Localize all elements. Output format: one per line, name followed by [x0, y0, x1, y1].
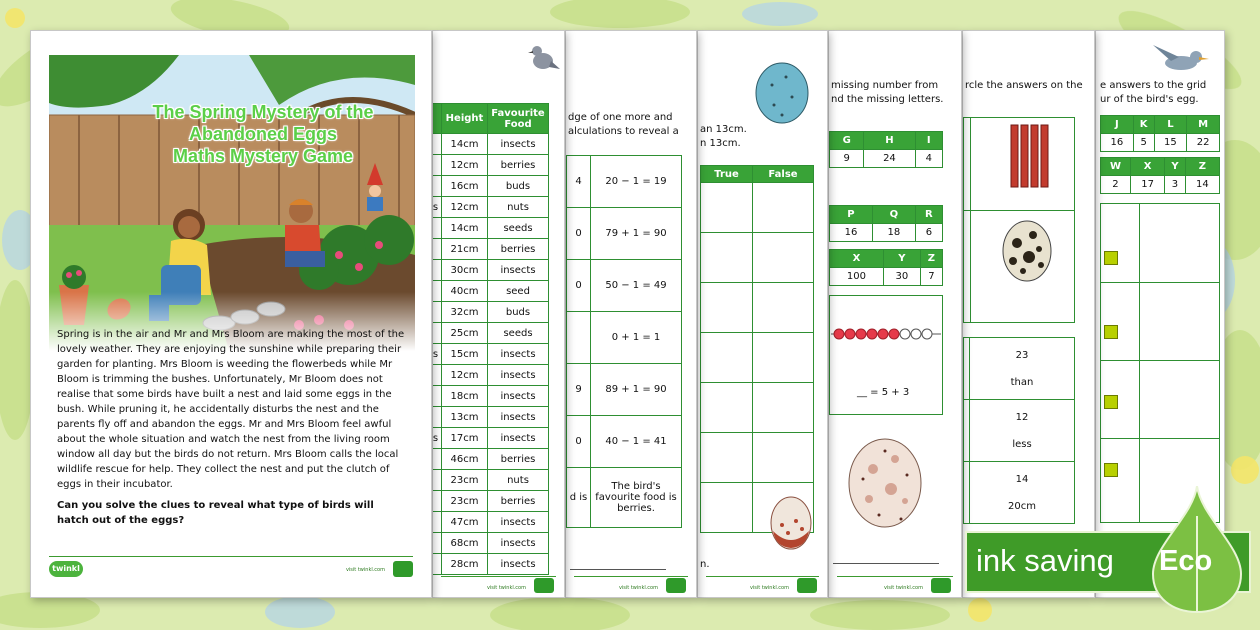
twinkl-logo: twinkl: [49, 561, 83, 577]
row-marker: s: [432, 344, 442, 365]
title-line: Maths Mystery Game: [172, 146, 354, 166]
grid-number: 15: [1154, 134, 1187, 152]
letter-grid: [829, 205, 943, 242]
row-marker: [432, 491, 442, 512]
food-cell: berries: [488, 239, 549, 260]
food-cell: insects: [488, 260, 549, 281]
height-cell: 16cm: [442, 176, 488, 197]
height-cell: 21cm: [442, 239, 488, 260]
grid-number: 18: [872, 224, 915, 242]
grid-number: 30: [883, 268, 920, 286]
grid-letter: G: [830, 132, 864, 150]
food-cell: insects: [488, 554, 549, 575]
red-speckled-egg-icon: [768, 491, 814, 551]
footer-url: visit twinkl.com: [345, 567, 385, 573]
height-cell: 68cm: [442, 533, 488, 554]
calculation-cell: 89 + 1 = 90: [591, 364, 682, 416]
height-cell: 13cm: [442, 407, 488, 428]
table-row: [432, 449, 549, 470]
grid-number: 100: [830, 268, 884, 286]
grid-number: 9: [830, 150, 864, 168]
food-cell: insects: [488, 344, 549, 365]
grid-number: 4: [915, 150, 942, 168]
grid-letter: H: [864, 132, 915, 150]
table-row: [432, 260, 549, 281]
food-cell: berries: [488, 155, 549, 176]
answer-table: [963, 337, 1075, 524]
pigeon-icon: [525, 39, 561, 75]
row-marker: s: [432, 428, 442, 449]
page-title: [83, 101, 432, 167]
calculation-cell: 20 − 1 = 19: [591, 156, 682, 208]
row-label: 0: [567, 416, 591, 468]
grid-number: 5: [1133, 134, 1154, 152]
answer-cell: 20cm: [1008, 500, 1036, 512]
story-paragraph: Spring is in the air and Mr and Mrs Bloom are making the most of the lovely weather. They are enjoying the sunshine while preparing their garden for planting. Mrs Bloom is weeding the flowerbeds while Mr Bloom is trimming the bushes. Unfortunately, Mr Bloom does not realise that some birds have built a nest and laid some eggs in the bush. While pruning it, he accidentally disturbs the nest and the parents fly off and abandon the eggs. Mr and Mrs Bloom feel awful about the whole situation and watch the nest from the living room window all day but the birds do not return. Mrs Bloom calls the local wildlife rescue for help. They collect the nest and put the clutch of eggs in their incubator.: [57, 329, 405, 490]
height-header: Height: [442, 104, 488, 134]
height-cell: 23cm: [442, 470, 488, 491]
garden-illustration: [49, 55, 415, 351]
table-row: [432, 386, 549, 407]
instruction-line: an 13cm.: [700, 124, 747, 135]
food-cell: berries: [488, 491, 549, 512]
food-cell: insects: [488, 386, 549, 407]
food-cell: nuts: [488, 470, 549, 491]
height-cell: 14cm: [442, 134, 488, 155]
instruction-line: dge of one more and: [568, 112, 673, 123]
grid-letter: Q: [872, 206, 915, 224]
quality-badge-icon: [393, 561, 413, 577]
bead-string-icon: [831, 327, 941, 341]
story-text: [57, 327, 407, 534]
worksheet-page-4: [697, 30, 828, 598]
footer-url: visit twinkl.com: [883, 585, 923, 591]
food-cell: insects: [488, 407, 549, 428]
calculation-cell: 79 + 1 = 90: [591, 208, 682, 260]
height-cell: 12cm: [442, 155, 488, 176]
height-cell: 18cm: [442, 386, 488, 407]
row-marker: s: [432, 197, 442, 218]
grid-letter: X: [1130, 158, 1164, 176]
quality-badge-icon: [797, 578, 817, 593]
height-cell: 12cm: [442, 365, 488, 386]
clue-cell: The bird's favourite food is berries.: [591, 468, 682, 528]
row-marker: [432, 155, 442, 176]
row-marker: [432, 365, 442, 386]
table-row: [432, 323, 549, 344]
title-line: Abandoned Eggs: [189, 124, 337, 144]
table-row: [432, 407, 549, 428]
calculation-cell: 40 − 1 = 41: [591, 416, 682, 468]
quality-badge-icon: [534, 578, 554, 593]
row-marker: [432, 386, 442, 407]
food-cell: seed: [488, 281, 549, 302]
table-row: [432, 428, 549, 449]
answer-line: [570, 569, 666, 570]
grid-number: 22: [1187, 134, 1220, 152]
height-cell: 25cm: [442, 323, 488, 344]
false-header: False: [753, 166, 814, 183]
row-label: [567, 312, 591, 364]
cube-icon: [1104, 395, 1118, 409]
grid-number: 6: [915, 224, 942, 242]
food-cell: insects: [488, 365, 549, 386]
row-marker: [432, 260, 442, 281]
bird-data-table: [432, 103, 549, 575]
table-row: [432, 533, 549, 554]
grid-letter: M: [1187, 116, 1220, 134]
answer-cell: less: [1012, 438, 1032, 450]
table-row: [432, 176, 549, 197]
table-row: [432, 155, 549, 176]
table-row: [432, 344, 549, 365]
table-row: [432, 281, 549, 302]
cube-icon: [1104, 463, 1118, 477]
height-cell: 30cm: [442, 260, 488, 281]
grid-number: 16: [830, 224, 873, 242]
food-cell: berries: [488, 449, 549, 470]
row-label: 4: [567, 156, 591, 208]
grid-number: 16: [1101, 134, 1134, 152]
row-marker: [432, 323, 442, 344]
instruction-line: e answers to the grid: [1100, 80, 1207, 91]
height-cell: 17cm: [442, 428, 488, 449]
row-label: 9: [567, 364, 591, 416]
row-marker: [432, 512, 442, 533]
table-row: [432, 491, 549, 512]
grid-letter: K: [1133, 116, 1154, 134]
true-header: True: [701, 166, 753, 183]
speckled-egg-icon: [845, 429, 925, 529]
row-marker: [432, 449, 442, 470]
height-cell: 23cm: [442, 491, 488, 512]
worksheet-page-3: [565, 30, 697, 598]
true-false-table: [700, 165, 814, 533]
row-marker: [432, 176, 442, 197]
table-row: [432, 470, 549, 491]
answer-line-end: n.: [700, 559, 710, 570]
grid-letter: Y: [1165, 158, 1186, 176]
grid-number: 7: [920, 268, 942, 286]
answer-cell: than: [1010, 376, 1034, 388]
row-label: 0: [567, 260, 591, 312]
height-cell: 40cm: [442, 281, 488, 302]
cube-icon: [1104, 325, 1118, 339]
height-cell: 47cm: [442, 512, 488, 533]
ink-saving-label: ink saving: [976, 543, 1114, 578]
worksheet-cover-page: [30, 30, 432, 598]
row-label: 0: [567, 208, 591, 260]
grid-number: 24: [864, 150, 915, 168]
table-row: [432, 134, 549, 155]
cube-icon: [1104, 251, 1118, 265]
table-row: [432, 302, 549, 323]
calculation-cell: 50 − 1 = 49: [591, 260, 682, 312]
height-cell: 12cm: [442, 197, 488, 218]
table-row: [432, 218, 549, 239]
answer-grid: [1100, 203, 1220, 523]
instruction-line: rcle the answers on the: [965, 80, 1083, 91]
answer-cell: 14: [1015, 473, 1029, 485]
height-cell: 14cm: [442, 218, 488, 239]
grid-letter: Z: [920, 250, 942, 268]
worksheet-page-5: [828, 30, 962, 598]
row-marker: [432, 218, 442, 239]
blue-egg-icon: [752, 55, 812, 125]
worksheet-page-2: [432, 30, 565, 598]
table-row: [432, 239, 549, 260]
row-marker: [432, 554, 442, 575]
table-row: [432, 554, 549, 575]
food-cell: seeds: [488, 323, 549, 344]
title-line: The Spring Mystery of the: [152, 102, 374, 122]
footer-url: visit twinkl.com: [618, 585, 658, 591]
row-marker: [432, 134, 442, 155]
letter-grid: [1100, 115, 1220, 152]
instruction-line: missing number from: [831, 80, 939, 91]
question-text: Can you solve the clues to reveal what type of birds will hatch out of the eggs?: [57, 500, 374, 526]
food-cell: buds: [488, 302, 549, 323]
food-cell: nuts: [488, 197, 549, 218]
grid-letter: L: [1154, 116, 1187, 134]
grid-letter: Z: [1185, 158, 1219, 176]
grid-number: 17: [1130, 176, 1164, 194]
food-cell: buds: [488, 176, 549, 197]
calculation-cell: 0 + 1 = 1: [591, 312, 682, 364]
food-header: Favourite Food: [488, 104, 549, 134]
height-cell: 15cm: [442, 344, 488, 365]
grid-number: 2: [1101, 176, 1131, 194]
table-row: [432, 365, 549, 386]
answer-cell: 12: [1015, 411, 1029, 423]
quality-badge-icon: [666, 578, 686, 593]
table-row: [432, 512, 549, 533]
quality-badge-icon: [931, 578, 951, 593]
answer-cell: 23: [1015, 349, 1029, 361]
height-cell: 28cm: [442, 554, 488, 575]
instruction-line: alculations to reveal a: [568, 126, 679, 137]
tens-rods-icon: [1009, 123, 1051, 189]
row-label: d is: [567, 468, 591, 528]
row-marker: [432, 407, 442, 428]
instruction-line: ur of the bird's egg.: [1100, 94, 1199, 105]
letter-grid: [829, 131, 943, 168]
height-cell: 46cm: [442, 449, 488, 470]
row-marker: [432, 281, 442, 302]
footer-url: visit twinkl.com: [749, 585, 789, 591]
worksheet-page-6: [962, 30, 1095, 598]
food-cell: seeds: [488, 218, 549, 239]
row-marker: [432, 470, 442, 491]
row-marker: [432, 302, 442, 323]
speckled-egg-icon: [999, 213, 1055, 283]
grid-letter: I: [915, 132, 942, 150]
footer-url: visit twinkl.com: [486, 585, 526, 591]
grid-letter: R: [915, 206, 942, 224]
grid-number: 3: [1165, 176, 1186, 194]
grid-number: 14: [1185, 176, 1219, 194]
row-marker: [432, 533, 442, 554]
calculation-table: [566, 155, 682, 528]
food-cell: insects: [488, 533, 549, 554]
table-row: [432, 197, 549, 218]
instruction-line: nd the missing letters.: [831, 94, 944, 105]
instruction-line: n 13cm.: [700, 138, 741, 149]
grid-letter: W: [1101, 158, 1131, 176]
grid-letter: Y: [883, 250, 920, 268]
letter-grid: [829, 249, 943, 286]
grid-letter: P: [830, 206, 873, 224]
letter-grid: [1100, 157, 1220, 194]
food-cell: insects: [488, 512, 549, 533]
grid-letter: J: [1101, 116, 1134, 134]
food-cell: insects: [488, 134, 549, 155]
equation-text: __ = 5 + 3: [857, 387, 910, 398]
answer-line: [833, 563, 939, 564]
eco-label: Eco: [1159, 545, 1213, 577]
height-cell: 32cm: [442, 302, 488, 323]
food-cell: insects: [488, 428, 549, 449]
grid-letter: X: [830, 250, 884, 268]
bird-icon: [1151, 39, 1211, 79]
row-marker: [432, 239, 442, 260]
